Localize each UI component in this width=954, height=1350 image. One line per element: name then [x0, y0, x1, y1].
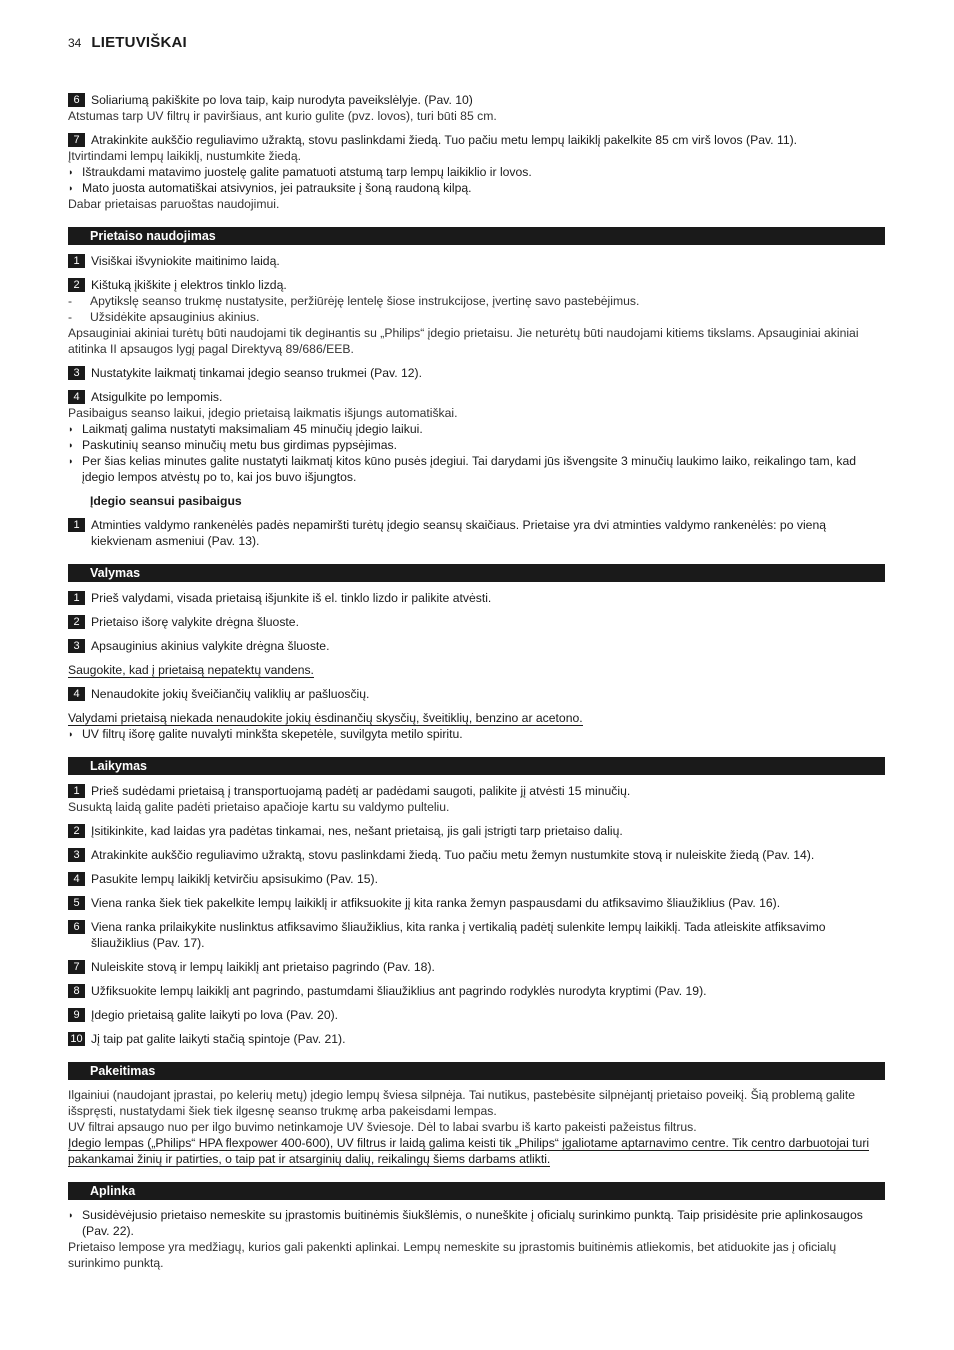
- goggles-note: Apsauginiai akiniai turėtų būti naudojami tik degінantis su „Philips“ įdegio prietaisu. Jie neturėtų būti naudojami kitiems tikslams. Apsauginiai akiniai atitinka II apsaugos lygį pagal Direktyvą 89/686/EEB.: [68, 326, 859, 356]
- step-8: [68, 983, 885, 999]
- step-text: Įdegio prietaisą galite laikyti po lova (Pav. 20).: [91, 1008, 339, 1022]
- step-number: 1: [68, 518, 85, 532]
- dash-text: Užsidėkite apsauginius akinius.: [90, 310, 260, 324]
- step-number: 2: [68, 615, 85, 629]
- bullet-item: [68, 164, 885, 180]
- bullet-icon: ◗: [68, 424, 74, 434]
- step-number: 6: [68, 920, 85, 934]
- step-number: 7: [68, 960, 85, 974]
- dash-item: - Apytikslę seanso trukmę nustatysite, peržiūrėję lentelę šiose instrukcijose, įvertinę savo pastebėjimus.: [68, 294, 640, 308]
- step-2: [68, 614, 885, 630]
- step-text: Prieš sudėdami prietaisą į transportuojamą padėtį ar padėdami saugoti, palikite jį atvėsti 15 minučių.: [91, 784, 631, 798]
- bullet-item: [68, 437, 885, 453]
- step-text: Nuleiskite stovą ir lempų laikiklį ant prietaiso pagrindo (Pav. 18).: [91, 960, 435, 974]
- step-2: [68, 277, 885, 293]
- step-1: [68, 783, 885, 799]
- step-text: Prieš valydami, visada prietaisą išjunkite iš el. tinklo lizdo ir palikite atvėsti.: [91, 591, 492, 605]
- step-1: [68, 590, 885, 606]
- step-number: 5: [68, 896, 85, 910]
- step-5: [68, 895, 885, 911]
- step-number: 6: [68, 93, 85, 107]
- section-heading-use: Prietaiso naudojimas: [68, 227, 885, 245]
- step-number: 1: [68, 254, 85, 268]
- dash-text: Apytikslę seanso trukmę nustatysite, peržiūrėję lentelę šiose instrukcijose, įvertinę savo pastebėjimus.: [90, 294, 640, 308]
- step-text: Apsauginius akinius valykite drėgna šluoste.: [91, 639, 330, 653]
- step-number: 4: [68, 872, 85, 886]
- dash-item: - Užsidėkite apsauginius akinius.: [68, 310, 260, 324]
- step-4: [68, 686, 885, 702]
- step-7: [68, 959, 885, 975]
- step-3: [68, 847, 885, 863]
- step-10: [68, 1031, 885, 1047]
- bullet-item: [68, 421, 885, 437]
- bullet-icon: ◗: [68, 1210, 74, 1220]
- step-note: Atstumas tarp UV filtrų ir paviršiaus, ant kurio gulite (pvz. lovos), turi būti 85 cm.: [68, 109, 497, 123]
- step-7: [68, 132, 885, 148]
- step-number: 2: [68, 278, 85, 292]
- step-text: Užfiksuokite lempų laikiklį ant pagrindo, pastumdami šliaužiklius ant pagrindo rodyklės nurodyta kryptimi (Pav. 19).: [91, 984, 707, 998]
- warning-text: Įdegio lempas („Philips“ HPA flexpower 400-600), UV filtrus ir laidą galima keisti tik „Philips“ įgaliotame aptarnavimo centre. Tik centro darbuotojai turi pakankamai žinių ir patirties, o taip pat ir atsarginių dalių, reikalingų šiems darbams atlikti.: [68, 1136, 870, 1166]
- step-text: Jį taip pat galite laikyti stačią spintoje (Pav. 21).: [91, 1032, 346, 1046]
- step-number: 7: [68, 133, 85, 147]
- bullet-icon: ◗: [68, 183, 74, 193]
- section-heading-storage: Laikymas: [68, 757, 885, 775]
- document-body: [68, 92, 885, 1271]
- step-text: Atrakinkite aukščio reguliavimo užraktą, stovu paslinkdami žiedą. Tuo pačiu metu lempų laikiklį pakelkite 85 cm virš lovos (Pav. 11).: [91, 133, 798, 147]
- bullet-text: Laikmatį galima nustatyti maksimaliam 45 minučių įdegio laikui.: [82, 422, 423, 436]
- step-text: Atsigulkite po lempomis.: [91, 390, 223, 404]
- step-text: Visiškai išvyniokite maitinimo laidą.: [91, 254, 280, 268]
- bullet-icon: ◗: [68, 729, 74, 739]
- step-9: [68, 1007, 885, 1023]
- step-number: 10: [68, 1032, 85, 1046]
- step-number: 9: [68, 1008, 85, 1022]
- bullet-icon: ◗: [68, 440, 74, 450]
- section-heading-replacement: Pakeitimas: [68, 1062, 885, 1080]
- bullet-item: [68, 453, 885, 485]
- step-6: [68, 919, 885, 951]
- environment-paragraph: Prietaiso lempose yra medžiagų, kurios gali pakenkti aplinkai. Lempų nemeskite su įprastomis buitinėmis atliekomis, bet atiduokite jas į oficialų surinkimo punktą.: [68, 1240, 837, 1270]
- step-2: [68, 823, 885, 839]
- step-number: 8: [68, 984, 85, 998]
- step-text: Viena ranka prilaikykite nuslinktus atfiksavimo šliaužiklius, kita ranka į vertikalią padėtį sulenkite lempų laikiklį. Tada atleiskite atfiksavimo šliaužiklius (Pav. 17).: [91, 920, 826, 950]
- step-1: [68, 253, 885, 269]
- step-4: [68, 389, 885, 405]
- step-note: Susuktą laidą galite padėti prietaiso apačioje kartu su valdymo pulteliu.: [68, 800, 450, 814]
- step-3: [68, 638, 885, 654]
- step-number: 3: [68, 848, 85, 862]
- page-number: 34: [68, 36, 82, 50]
- warning-text: Saugokite, kad į prietaisą nepatektų vandens.: [68, 663, 314, 677]
- step-text: Soliariumą pakiškite po lova taip, kaip nurodyta paveikslėlyje. (Pav. 10): [91, 93, 473, 107]
- section-heading-cleaning: Valymas: [68, 564, 885, 582]
- language-title: LIETUVIŠKAI: [91, 34, 187, 51]
- page-header: [68, 34, 187, 51]
- step-note: Įtvirtindami lempų laikiklį, nustumkite žiedą.: [68, 149, 302, 163]
- step-4: [68, 871, 885, 887]
- bullet-text: UV filtrų išorę galite nuvalyti minkšta skepetėle, suvilgyta metilo spiritu.: [82, 727, 463, 741]
- step-text: Prietaiso išorę valykite drėgna šluoste.: [91, 615, 299, 629]
- step-number: 2: [68, 824, 85, 838]
- step-number: 4: [68, 390, 85, 404]
- step-text: Nenaudokite jokių šveičiančių valiklių ar pašluosčių.: [91, 687, 370, 701]
- replacement-paragraph: UV filtrai apsaugo nuo per ilgo buvimo netinkamoje UV šviesoje. Dėl to labai svarbu iš karto pakeisti pažeistus filtrus.: [68, 1120, 697, 1134]
- step-text: Kištuką įkiškite į elektros tinklo lizdą.: [91, 278, 287, 292]
- step-number: 3: [68, 639, 85, 653]
- bullet-item: [68, 1207, 885, 1239]
- bullet-icon: ◗: [68, 456, 74, 466]
- step-6: [68, 92, 885, 108]
- bullet-text: Paskutinių seanso minučių metu bus girdimas pypsėjimas.: [82, 438, 397, 452]
- step-number: 1: [68, 591, 85, 605]
- step-text: Nustatykite laikmatį tinkamai įdegio seanso trukmei (Pav. 12).: [91, 366, 423, 380]
- ready-note: Dabar prietaisas paruoštas naudojimui.: [68, 197, 280, 211]
- bullet-icon: ◗: [68, 167, 74, 177]
- bullet-text: Ištraukdami matavimo juostelę galite pamatuoti atstumą tarp lempų laikiklio ir lovos.: [82, 165, 532, 179]
- replacement-paragraph: Ilgainiui (naudojant įprastai, po kelerių metų) įdegio lempų šviesa silpnėja. Tai nutikus, pastebėsite silpnėjantį prietaiso poveikį. Šią problemą galite išspręsti, nustatydami šiek tiek ilgesnę seanso trukmę arba pakeisdami lempas.: [68, 1088, 855, 1118]
- bullet-item: [68, 726, 885, 742]
- step-text: Atrakinkite aukščio reguliavimo užraktą, stovu paslinkdami žiedą. Tuo pačiu metu žemyn nustumkite stovą ir nuleiskite žiedą (Pav. 14).: [91, 848, 815, 862]
- subheading-after-session: Įdegio seansui pasibaigus: [90, 494, 242, 508]
- step-1: [68, 517, 885, 549]
- warning-text: Valydami prietaisą niekada nenaudokite jokių ėsdinančių skysčių, šveitiklių, benzino ar acetono.: [68, 711, 583, 725]
- step-number: 1: [68, 784, 85, 798]
- section-heading-environment: Aplinka: [68, 1182, 885, 1200]
- step-3: [68, 365, 885, 381]
- step-number: 3: [68, 366, 85, 380]
- bullet-text: Susidėvėjusio prietaiso nemeskite su įprastomis buitinėmis šiukšlėmis, o nuneškite į oficialų surinkimo punktą. Taip prisidėsite prie aplinkosaugos (Pav. 22).: [82, 1208, 863, 1238]
- bullet-text: Per šias kelias minutes galite nustatyti laikmatį kitos kūno pusės įdegiui. Tai darydami jūs išvengsite 3 minučių laukimo laiko, reikalingo tam, kad įdegio lempos atvėstų po to, kai jos buvo išjungtos.: [82, 454, 857, 484]
- step-text: Atminties valdymo rankenėlės padės nepamiršti turėtų įdegio seansų skaičiaus. Prietaise yra dvi atminties valdymo rankenėlės: po vieną kiekvienam asmeniui (Pav. 13).: [91, 518, 827, 548]
- step-note: Pasibaigus seanso laikui, įdegio prietaisą laikmatis išjungs automatiškai.: [68, 406, 458, 420]
- step-text: Pasukite lempų laikiklį ketvirčiu apsisukimo (Pav. 15).: [91, 872, 378, 886]
- bullet-item: [68, 180, 885, 196]
- step-number: 4: [68, 687, 85, 701]
- step-text: Viena ranka šiek tiek pakelkite lempų laikiklį ir atfiksuokite jį kita ranka žemyn paspausdami du atfiksavimo šliaužiklius (Pav. 16).: [91, 896, 781, 910]
- bullet-text: Mato juosta automatiškai atsivynios, jei patrauksite į šoną raudoną kilpą.: [82, 181, 472, 195]
- step-text: Įsitikinkite, kad laidas yra padėtas tinkamai, nes, nešant prietaisą, jis gali įstrigti tarp prietaiso dalių.: [91, 824, 623, 838]
